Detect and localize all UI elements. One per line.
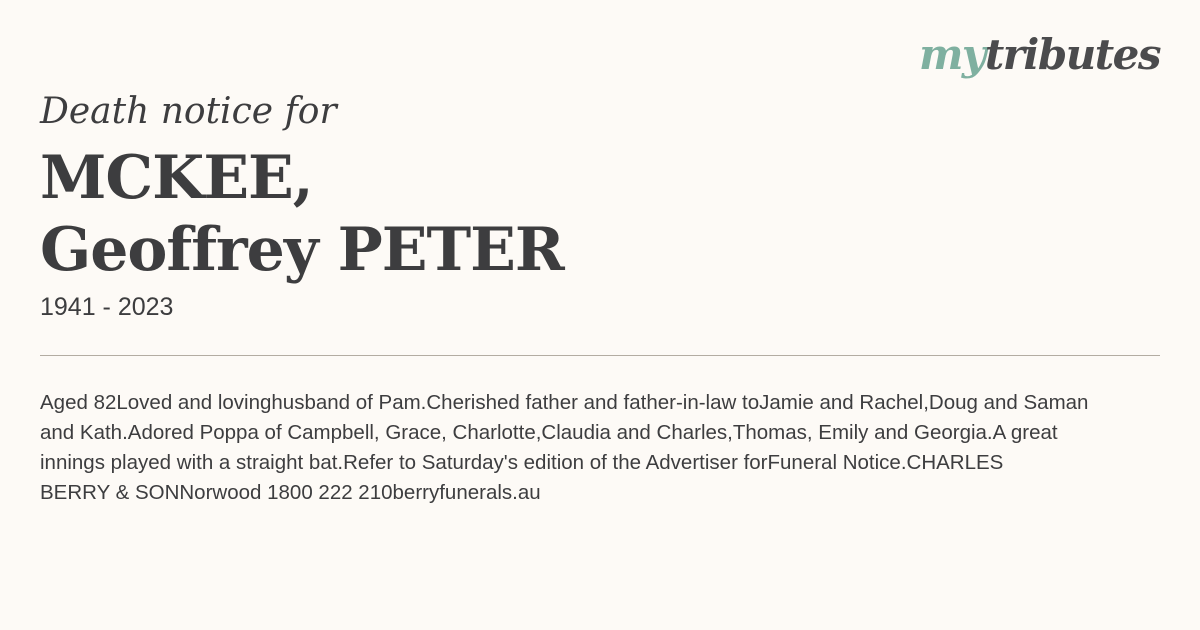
notice-body-line: and Kath.Adored Poppa of Campbell, Grace, Charlotte,Claudia and Charles,Thomas, Emily and Georgia.A great xyxy=(40,421,1058,444)
logo-suffix: tributes xyxy=(984,30,1160,79)
notice-body-line: Aged 82Loved and lovinghusband of Pam.Cherished father and father-in-law toJamie and Rachel,Doug and Saman xyxy=(40,391,1089,414)
notice-body-line: innings played with a straight bat.Refer to Saturday's edition of the Advertiser forFuneral Notice.CHARLES xyxy=(40,451,1004,474)
logo-prefix: my xyxy=(918,30,985,79)
deceased-surname: MCKEE, xyxy=(40,143,313,213)
notice-body-line: BERRY & SONNorwood 1800 222 210berryfunerals.au xyxy=(40,481,541,504)
life-years: 1941 - 2023 xyxy=(40,293,174,321)
deceased-name xyxy=(40,142,564,286)
mytributes-logo[interactable] xyxy=(918,30,1160,79)
notice-intro: Death notice for xyxy=(40,91,337,132)
notice-body xyxy=(40,388,1200,512)
divider xyxy=(40,355,1160,356)
deceased-given-names: Geoffrey PETER xyxy=(40,215,564,285)
